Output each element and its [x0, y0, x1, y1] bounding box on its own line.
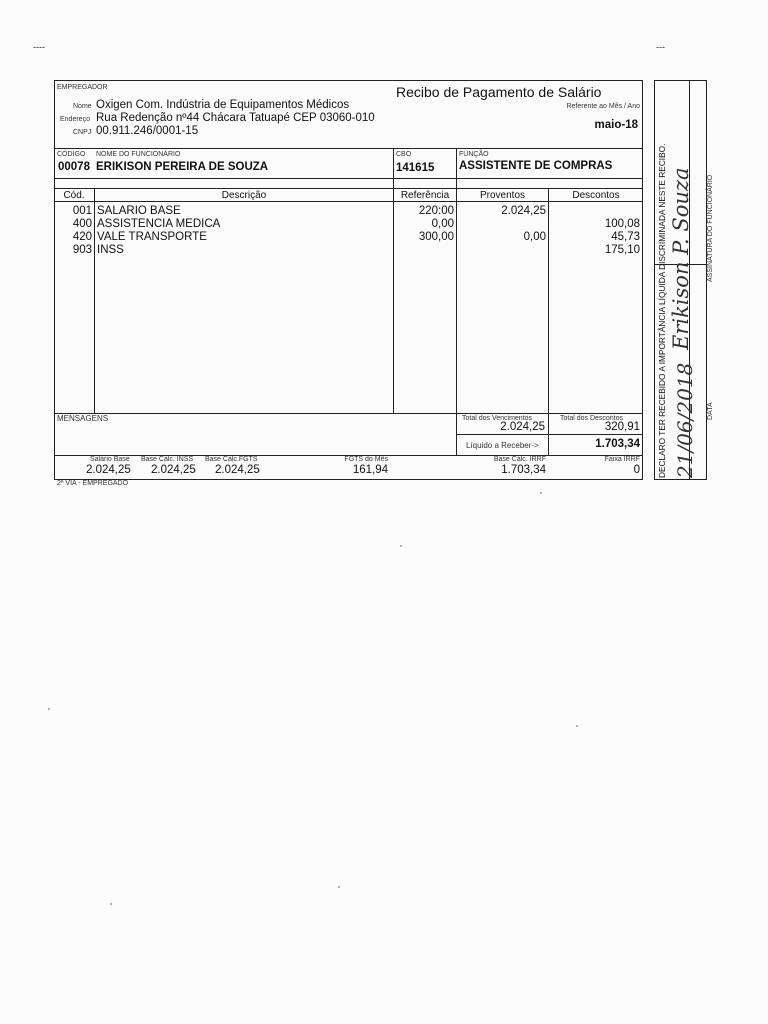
function-value: ASSISTENTE DE COMPRAS [459, 160, 613, 172]
row-reference: 300,00 [418, 231, 454, 243]
total-earnings-label: Total dos Vencimentos [462, 415, 533, 422]
cbo-label: CBO [396, 151, 412, 158]
corner-mark-left: ---- [33, 42, 45, 52]
fgts-base-label: Base Cálc.FGTS [205, 456, 258, 463]
employer-name-label: Nome [73, 103, 92, 110]
scan-speck [576, 725, 578, 727]
function-label: FUNÇÃO [459, 151, 489, 158]
table-row [54, 244, 643, 257]
handwritten-signature: Erikison P. Souza [669, 167, 693, 350]
header-deductions: Descontos [572, 190, 620, 201]
row-deductions: 45,73 [611, 231, 640, 243]
handwritten-date: 21/06/2018 [673, 362, 697, 478]
table-row [54, 218, 643, 231]
base-salary: 2.024,25 [86, 464, 131, 476]
fgts-month-label: FGTS do Mês [344, 456, 388, 463]
header-earnings: Proventos [479, 190, 526, 201]
employee-name: ERIKISON PEREIRA DE SOUZA [96, 161, 269, 173]
header-reference: Referência [400, 190, 450, 201]
row-description: ASSISTENCIA MEDICA [97, 218, 221, 230]
reference-month: maio-18 [594, 119, 638, 131]
table-row [54, 231, 643, 244]
row-code: 001 [72, 205, 92, 217]
scan-speck [338, 886, 340, 888]
copy-label: 2ª VIA - EMPREGADO [57, 480, 129, 487]
employer-cnpj-label: CNPJ [73, 129, 92, 136]
header-description: Descrição [221, 190, 267, 201]
receipt-frame [54, 80, 643, 480]
messages-label: MENSAGENS [57, 414, 109, 423]
scan-speck [110, 903, 112, 905]
employer-address: Rua Redenção nº44 Chácara Tatuapé CEP 03060-010 [96, 112, 375, 124]
irrf-base: 1.703,34 [501, 464, 546, 476]
row-description: VALE TRANSPORTE [97, 231, 207, 243]
row-code: 420 [72, 231, 92, 243]
row-earnings: 2.024,25 [501, 205, 546, 217]
irrf-band-label: Faixa IRRF [604, 456, 640, 463]
row-earnings: 0,00 [523, 231, 546, 243]
table-row [54, 205, 643, 218]
row-deductions: 100,08 [604, 218, 640, 230]
inss-base-label: Base Cálc. INSS [141, 456, 194, 463]
row-deductions: 175,10 [604, 244, 640, 256]
scan-speck [48, 708, 50, 710]
receipt-title: Recibo de Pagamento de Salário [396, 84, 602, 100]
scan-speck [540, 492, 542, 494]
net-label: Líquido a Receber-> [466, 441, 539, 450]
reference-label: Referente ao Mês / Ano [566, 103, 640, 110]
inss-base: 2.024,25 [151, 464, 196, 476]
employer-cnpj: 00.911.246/0001-15 [96, 125, 199, 137]
corner-mark-right: --- [656, 42, 665, 52]
cbo-value: 141615 [396, 162, 435, 174]
signature-label: ASSINATURA DO FUNCIONÁRIO [707, 174, 714, 282]
scan-speck [400, 545, 402, 547]
employee-code: 00078 [58, 161, 90, 173]
fgts-base: 2.024,25 [215, 464, 260, 476]
employee-name-label: NOME DO FUNCIONÁRIO [96, 151, 181, 158]
declaration-text: DECLARO TER RECEBIDO A IMPORTÂNCIA LÍQUIDA DISCRIMINADA NESTE RECIBO. [657, 143, 667, 478]
fgts-month: 161,94 [352, 464, 388, 476]
row-description: INSS [97, 244, 124, 256]
total-deductions-label: Total dos Descontos [560, 415, 624, 422]
employer-name: Oxigen Com. Indústria de Equipamentos Médicos [96, 99, 350, 111]
header-code: Cód. [63, 190, 85, 201]
base-salary-label: Salário Base [90, 456, 130, 463]
row-description: SALARIO BASE [97, 205, 181, 217]
row-reference: 220:00 [418, 205, 454, 217]
irrf-band: 0 [633, 464, 640, 476]
total-deductions: 320,91 [604, 421, 640, 433]
irrf-base-label: Base Cálc. IRRF [493, 456, 546, 463]
row-reference: 0,00 [431, 218, 454, 230]
date-label: DATA [707, 402, 714, 420]
total-earnings: 2.024,25 [500, 421, 545, 433]
row-code: 903 [72, 244, 92, 256]
employee-code-label: CÓDIGO [57, 151, 86, 158]
row-code: 400 [72, 218, 92, 230]
net-value: 1.703,34 [595, 438, 640, 450]
employer-address-label: Endereço [60, 116, 90, 123]
employer-label: EMPREGADOR [57, 84, 108, 91]
